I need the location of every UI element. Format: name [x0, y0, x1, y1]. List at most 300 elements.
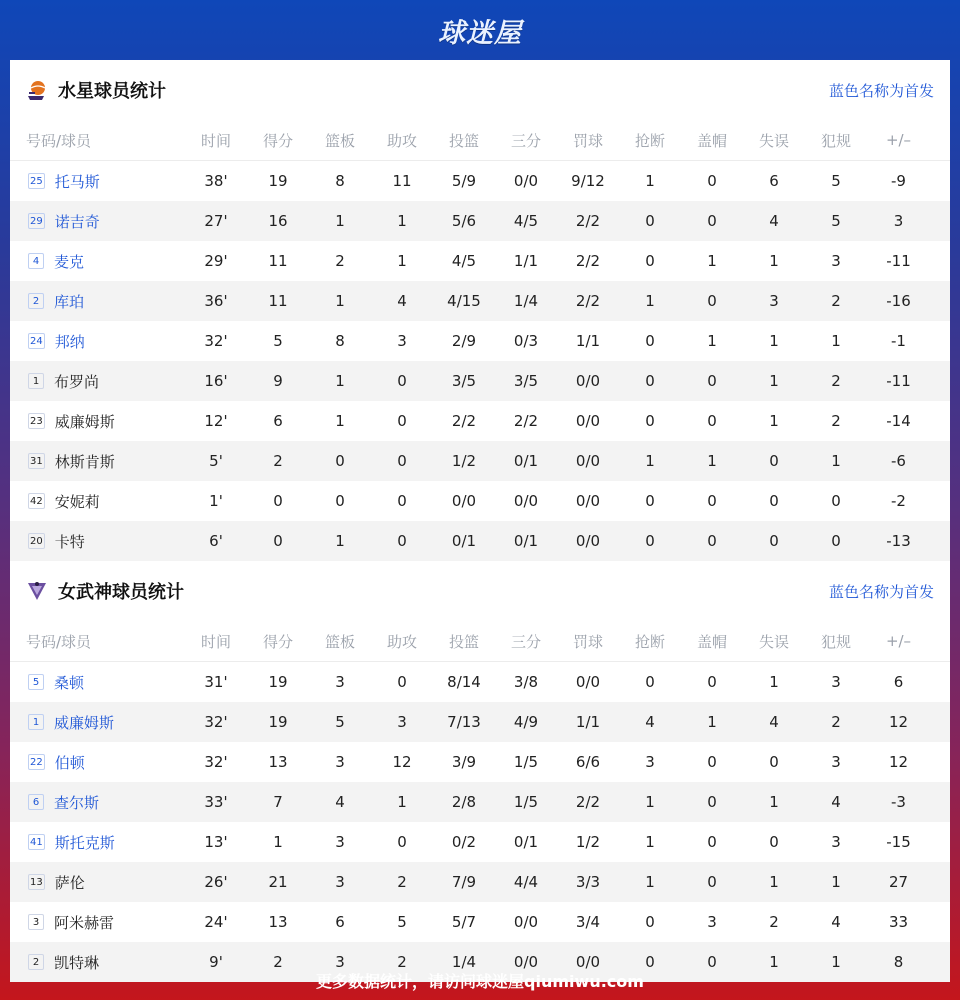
- player-name-link[interactable]: 托马斯: [54, 172, 100, 191]
- player-row[interactable]: [10, 742, 950, 782]
- stat-cell: 1: [769, 793, 779, 811]
- player-name-link[interactable]: 桑顿: [54, 673, 85, 692]
- stat-cell: 1: [707, 452, 717, 470]
- stat-cell: 1: [397, 793, 407, 811]
- stat-cell: 0: [831, 492, 841, 510]
- stat-cell: 2/2: [575, 252, 601, 270]
- stat-cell: 36': [204, 292, 228, 310]
- stat-cell: 4: [335, 793, 345, 811]
- footer-banner[interactable]: 更多数据统计，请访问球迷屋qiumiwu.com: [316, 971, 644, 991]
- section-header: [10, 561, 950, 621]
- player-row[interactable]: [10, 161, 950, 201]
- stat-cell: 0/0: [575, 532, 601, 550]
- stat-cell: -2: [891, 492, 906, 510]
- stat-cell: 6: [893, 673, 904, 691]
- stat-cell: -6: [891, 452, 906, 470]
- player-cell[interactable]: [10, 331, 185, 352]
- stat-cell: 0/0: [451, 492, 477, 510]
- stat-cell: 4: [831, 793, 841, 811]
- stat-cell: 0: [645, 412, 655, 430]
- player-row[interactable]: [10, 702, 950, 742]
- player-cell[interactable]: [10, 912, 185, 933]
- jersey-number-badge: 6: [28, 794, 44, 810]
- player-name-link[interactable]: 布罗尚: [54, 372, 100, 391]
- jersey-number-badge: 23: [28, 413, 45, 429]
- stat-cell: 3/5: [513, 372, 539, 390]
- stat-cell: 3/8: [513, 673, 539, 691]
- stat-cell: 3: [831, 673, 841, 691]
- stat-cell: 2/9: [451, 332, 477, 350]
- stat-cell: 21: [268, 873, 288, 891]
- jersey-number-badge: 1: [28, 714, 44, 730]
- stat-cell: 3: [893, 212, 904, 230]
- stat-cell: 0: [397, 492, 407, 510]
- player-name-link[interactable]: 麦克: [54, 252, 85, 271]
- stat-cell: 3/9: [451, 753, 477, 771]
- stat-cell: 3: [831, 833, 841, 851]
- stat-cell: 3: [335, 673, 345, 691]
- section-title: 女武神球员统计: [58, 582, 184, 603]
- stat-cell: 0: [397, 833, 407, 851]
- player-cell[interactable]: [10, 672, 185, 693]
- player-row[interactable]: [10, 481, 950, 521]
- stat-cell: 0: [707, 292, 717, 310]
- stat-cell: -16: [886, 292, 911, 310]
- stat-cell: 1: [707, 252, 717, 270]
- stat-cell: 1: [335, 212, 345, 230]
- stat-cell: 6': [209, 532, 223, 550]
- player-cell[interactable]: [10, 832, 185, 853]
- stat-cell: 4/4: [513, 873, 539, 891]
- player-row[interactable]: [10, 361, 950, 401]
- stat-cell: 12': [204, 412, 228, 430]
- brand-logo: 球迷屋: [438, 17, 522, 49]
- stat-cell: 0/1: [513, 532, 539, 550]
- stat-cell: -9: [891, 172, 906, 190]
- column-header[interactable]: 投篮: [448, 131, 479, 150]
- stat-cell: 0/0: [575, 492, 601, 510]
- stat-cell: 2/2: [575, 292, 601, 310]
- player-row[interactable]: [10, 201, 950, 241]
- stat-cell: 2/2: [513, 412, 539, 430]
- stat-cell: 5: [273, 332, 283, 350]
- column-header[interactable]: 三分: [510, 131, 541, 150]
- stat-cell: 4: [397, 292, 407, 310]
- stat-cell: 1: [769, 372, 779, 390]
- player-row[interactable]: [10, 822, 950, 862]
- column-header[interactable]: 抢断: [634, 632, 665, 651]
- stat-cell: 8: [893, 953, 904, 971]
- stat-cell: 0/2: [451, 833, 477, 851]
- stat-cell: 1: [645, 793, 655, 811]
- section-header: [10, 60, 950, 120]
- stat-cell: 4/5: [513, 212, 539, 230]
- player-name-link[interactable]: 伯顿: [54, 753, 85, 772]
- player-name-link[interactable]: 诺吉奇: [54, 212, 100, 231]
- stat-cell: 4: [769, 212, 779, 230]
- column-header[interactable]: 三分: [510, 632, 541, 651]
- jersey-number-badge: 41: [28, 834, 45, 850]
- stat-cell: 0: [707, 873, 717, 891]
- stat-cell: 33: [888, 913, 909, 931]
- table-header-row: [10, 120, 950, 161]
- stat-cell: 0: [645, 252, 655, 270]
- stat-cell: 11: [392, 172, 412, 190]
- stat-cell: 12: [888, 753, 909, 771]
- player-name-link[interactable]: 林斯肯斯: [54, 452, 115, 471]
- stat-cell: 16': [204, 372, 228, 390]
- player-name-link[interactable]: 安妮莉: [54, 492, 100, 511]
- stat-cell: 0: [645, 953, 655, 971]
- stat-cell: 3: [397, 332, 407, 350]
- stat-cell: 2: [397, 873, 407, 891]
- column-header[interactable]: 盖帽: [696, 632, 727, 651]
- stat-cell: 11: [268, 292, 288, 310]
- stat-cell: 3/5: [451, 372, 477, 390]
- player-name-link[interactable]: 邦纳: [54, 332, 85, 351]
- player-row[interactable]: [10, 281, 950, 321]
- stat-cell: 0: [769, 452, 779, 470]
- jersey-number-badge: 29: [28, 213, 45, 229]
- column-header[interactable]: 失误: [758, 632, 789, 651]
- stat-cell: 4/15: [447, 292, 481, 310]
- stat-cell: 0/1: [513, 833, 539, 851]
- stat-cell: 3: [335, 953, 345, 971]
- stat-cell: 1: [707, 713, 717, 731]
- stat-cell: 7/9: [451, 873, 477, 891]
- stat-cell: 0: [707, 673, 717, 691]
- stat-cell: 3/3: [575, 873, 601, 891]
- stat-cell: 1: [769, 412, 779, 430]
- stat-cell: 0/0: [575, 673, 601, 691]
- column-header[interactable]: 得分: [262, 632, 293, 651]
- column-header[interactable]: +/–: [885, 131, 912, 149]
- stat-cell: 0: [707, 953, 717, 971]
- stat-cell: 0: [645, 492, 655, 510]
- player-row[interactable]: [10, 521, 950, 561]
- stat-cell: 1: [335, 292, 345, 310]
- stat-cell: 5': [209, 452, 223, 470]
- stat-cell: 2/2: [451, 412, 477, 430]
- stat-cell: 8/14: [447, 673, 481, 691]
- stat-cell: 1/4: [451, 953, 477, 971]
- stat-cell: 12: [888, 713, 909, 731]
- stat-cell: 3: [335, 873, 345, 891]
- stat-cell: 1: [769, 252, 779, 270]
- stat-cell: 9/12: [571, 172, 605, 190]
- stat-cell: 3: [831, 252, 841, 270]
- jersey-number-badge: 4: [28, 253, 44, 269]
- stat-cell: 38': [204, 172, 228, 190]
- stat-cell: 2: [273, 953, 283, 971]
- column-header[interactable]: 时间: [200, 131, 231, 150]
- stat-cell: 0: [707, 212, 717, 230]
- stat-cell: 2: [397, 953, 407, 971]
- player-row[interactable]: [10, 782, 950, 822]
- stat-cell: 1: [831, 873, 841, 891]
- player-name-link[interactable]: 查尔斯: [54, 793, 100, 812]
- player-cell[interactable]: [10, 411, 185, 432]
- stat-cell: 24': [204, 913, 228, 931]
- stat-cell: 2/2: [575, 793, 601, 811]
- suns-logo-icon: [26, 79, 48, 101]
- stat-cell: 0: [397, 532, 407, 550]
- stat-cell: 33': [204, 793, 228, 811]
- player-row[interactable]: [10, 902, 950, 942]
- player-row[interactable]: [10, 862, 950, 902]
- stat-cell: 0: [707, 532, 717, 550]
- stat-cell: 1: [769, 953, 779, 971]
- stat-cell: 1: [335, 532, 345, 550]
- stat-cell: 32': [204, 332, 228, 350]
- stat-cell: 8: [335, 172, 345, 190]
- stat-cell: 1: [831, 452, 841, 470]
- stat-cell: 1/5: [513, 793, 539, 811]
- player-cell[interactable]: [10, 872, 185, 893]
- player-name-link[interactable]: 凯特琳: [54, 953, 100, 972]
- stat-cell: 3: [335, 833, 345, 851]
- column-header[interactable]: 失误: [758, 131, 789, 150]
- player-cell[interactable]: [10, 752, 185, 773]
- stat-cell: 0: [397, 673, 407, 691]
- section-title: 水星球员统计: [58, 81, 166, 102]
- jersey-number-badge: 31: [28, 453, 45, 469]
- column-header[interactable]: 时间: [200, 632, 231, 651]
- jersey-number-badge: 25: [28, 173, 45, 189]
- column-header[interactable]: 助攻: [386, 632, 417, 651]
- player-cell[interactable]: [10, 712, 185, 733]
- column-header[interactable]: 罚球: [572, 632, 603, 651]
- player-name-link[interactable]: 威廉姆斯: [54, 412, 115, 431]
- column-header[interactable]: 投篮: [448, 632, 479, 651]
- column-header[interactable]: 犯规: [820, 131, 851, 150]
- player-row[interactable]: [10, 441, 950, 481]
- stat-cell: 0: [707, 492, 717, 510]
- stat-cell: 29': [204, 252, 228, 270]
- stat-cell: 0/1: [451, 532, 477, 550]
- stat-cell: 2/2: [575, 212, 601, 230]
- stat-cell: 3/4: [575, 913, 601, 931]
- stat-cell: 0: [707, 372, 717, 390]
- stat-cell: 1: [645, 172, 655, 190]
- column-header[interactable]: 篮板: [324, 632, 355, 651]
- player-name-link[interactable]: 萨伦: [54, 873, 85, 892]
- stat-cell: 0: [769, 833, 779, 851]
- player-row[interactable]: [10, 321, 950, 361]
- column-header[interactable]: 抢断: [634, 131, 665, 150]
- stat-cell: 0/0: [575, 452, 601, 470]
- stat-cell: 5: [831, 212, 841, 230]
- stat-cell: -13: [886, 532, 911, 550]
- stat-cell: 0: [769, 492, 779, 510]
- column-header[interactable]: +/–: [885, 632, 912, 650]
- player-cell[interactable]: [10, 371, 185, 392]
- jersey-number-badge: 42: [28, 493, 45, 509]
- player-row[interactable]: [10, 241, 950, 281]
- stat-cell: 5/9: [451, 172, 477, 190]
- stat-cell: 3: [707, 913, 717, 931]
- stat-cell: 0: [335, 452, 345, 470]
- stat-cell: 4: [769, 713, 779, 731]
- stat-cell: 0: [645, 212, 655, 230]
- stat-cell: 0/0: [513, 953, 539, 971]
- valkyries-logo-icon: [26, 580, 48, 602]
- stat-cell: 0: [707, 412, 717, 430]
- stat-cell: 1: [273, 833, 283, 851]
- player-cell[interactable]: [10, 491, 185, 512]
- stat-cell: 0: [707, 172, 717, 190]
- stat-cell: 1: [831, 953, 841, 971]
- stat-cell: 0: [397, 372, 407, 390]
- stat-cell: 2: [831, 372, 841, 390]
- stat-cell: 0: [645, 332, 655, 350]
- stat-cell: 4/9: [513, 713, 539, 731]
- stat-cell: 2: [831, 292, 841, 310]
- stat-cell: 2: [831, 412, 841, 430]
- stat-cell: 6: [335, 913, 345, 931]
- stat-cell: 3: [769, 292, 779, 310]
- player-cell[interactable]: [10, 211, 185, 232]
- column-header[interactable]: 助攻: [386, 131, 417, 150]
- stat-cell: -15: [886, 833, 911, 851]
- table-header-row: [10, 621, 950, 662]
- stat-cell: 2: [335, 252, 345, 270]
- stat-cell: 0: [769, 753, 779, 771]
- player-name-link[interactable]: 库珀: [54, 292, 85, 311]
- stat-cell: 1/2: [575, 833, 601, 851]
- player-cell[interactable]: [10, 171, 185, 192]
- column-header[interactable]: 篮板: [324, 131, 355, 150]
- stat-cell: 3: [335, 753, 345, 771]
- stat-cell: 16: [268, 212, 288, 230]
- player-name-link[interactable]: 斯托克斯: [54, 833, 115, 852]
- stat-cell: 11: [268, 252, 288, 270]
- stat-cell: 7: [273, 793, 283, 811]
- stat-cell: 13: [268, 913, 288, 931]
- player-name-link[interactable]: 卡特: [54, 532, 85, 551]
- stat-cell: 2: [831, 713, 841, 731]
- player-row[interactable]: [10, 401, 950, 441]
- starter-legend-note: 蓝色名称为首发: [828, 81, 934, 100]
- stat-cell: 4/5: [451, 252, 477, 270]
- stat-cell: 1/2: [451, 452, 477, 470]
- stat-cell: 0: [335, 492, 345, 510]
- stat-cell: 7/13: [447, 713, 481, 731]
- stat-cell: 0: [645, 913, 655, 931]
- stat-cell: 1: [397, 212, 407, 230]
- stat-cell: 0: [707, 793, 717, 811]
- stat-cell: -11: [886, 252, 911, 270]
- stats-panel: [10, 60, 950, 972]
- player-cell[interactable]: [10, 251, 185, 272]
- stat-cell: -14: [886, 412, 911, 430]
- stat-cell: 1: [769, 332, 779, 350]
- stat-cell: 3: [397, 713, 407, 731]
- stat-cell: 6: [769, 172, 779, 190]
- stat-cell: 0: [273, 532, 283, 550]
- jersey-number-badge: 1: [28, 373, 44, 389]
- stat-cell: 27: [888, 873, 909, 891]
- stat-cell: 1: [769, 673, 779, 691]
- column-header[interactable]: 得分: [262, 131, 293, 150]
- column-header[interactable]: 号码/球员: [26, 632, 92, 651]
- stat-cell: 5: [397, 913, 407, 931]
- stat-cell: 32': [204, 713, 228, 731]
- stat-cell: 1: [335, 372, 345, 390]
- stat-cell: 1: [645, 873, 655, 891]
- stat-cell: 0: [831, 532, 841, 550]
- column-header[interactable]: 号码/球员: [26, 131, 92, 150]
- stat-cell: 13': [204, 833, 228, 851]
- jersey-number-badge: 24: [28, 333, 45, 349]
- stat-cell: 12: [392, 753, 412, 771]
- stat-cell: 4: [645, 713, 655, 731]
- player-cell[interactable]: [10, 792, 185, 813]
- stat-cell: 0: [707, 833, 717, 851]
- jersey-number-badge: 5: [28, 674, 44, 690]
- section-title-group: [26, 77, 166, 103]
- stat-cell: 1/1: [575, 332, 601, 350]
- stat-cell: 6: [273, 412, 283, 430]
- stat-cell: 1: [397, 252, 407, 270]
- jersey-number-badge: 2: [28, 293, 44, 309]
- column-header[interactable]: 罚球: [572, 131, 603, 150]
- stat-cell: 1: [645, 292, 655, 310]
- team-section-2: [10, 561, 950, 982]
- column-header[interactable]: 犯规: [820, 632, 851, 651]
- stat-cell: 0: [645, 372, 655, 390]
- player-row[interactable]: [10, 662, 950, 702]
- player-cell[interactable]: [10, 291, 185, 312]
- stat-cell: 6/6: [575, 753, 601, 771]
- stat-cell: 1: [335, 412, 345, 430]
- stat-cell: 19: [268, 713, 288, 731]
- stat-cell: 2: [769, 913, 779, 931]
- stat-cell: 1/1: [575, 713, 601, 731]
- player-cell[interactable]: [10, 531, 185, 552]
- stat-cell: 5: [831, 172, 841, 190]
- player-name-link[interactable]: 威廉姆斯: [54, 713, 115, 732]
- player-name-link[interactable]: 阿米赫雷: [54, 913, 115, 932]
- column-header[interactable]: 盖帽: [696, 131, 727, 150]
- stat-cell: 19: [268, 673, 288, 691]
- stat-cell: 0: [397, 452, 407, 470]
- stat-cell: 1': [209, 492, 223, 510]
- stat-cell: 5/6: [451, 212, 477, 230]
- stat-cell: 1: [707, 332, 717, 350]
- stat-cell: 0/0: [575, 412, 601, 430]
- stat-cell: 26': [204, 873, 228, 891]
- stat-cell: 0: [273, 492, 283, 510]
- stat-cell: 1: [645, 833, 655, 851]
- stat-cell: 2: [273, 452, 283, 470]
- stat-cell: 27': [204, 212, 228, 230]
- stat-cell: 0/0: [513, 913, 539, 931]
- stat-cell: 1/4: [513, 292, 539, 310]
- stat-cell: 0/3: [513, 332, 539, 350]
- stat-cell: 0: [397, 412, 407, 430]
- jersey-number-badge: 22: [28, 754, 45, 770]
- section-title-group: [26, 578, 184, 604]
- stat-cell: 0: [645, 673, 655, 691]
- stat-cell: 32': [204, 753, 228, 771]
- stat-cell: 0/0: [575, 953, 601, 971]
- stat-cell: 3: [831, 753, 841, 771]
- stat-cell: 9: [273, 372, 283, 390]
- player-cell[interactable]: [10, 451, 185, 472]
- stat-cell: 0: [769, 532, 779, 550]
- stat-cell: 5/7: [451, 913, 477, 931]
